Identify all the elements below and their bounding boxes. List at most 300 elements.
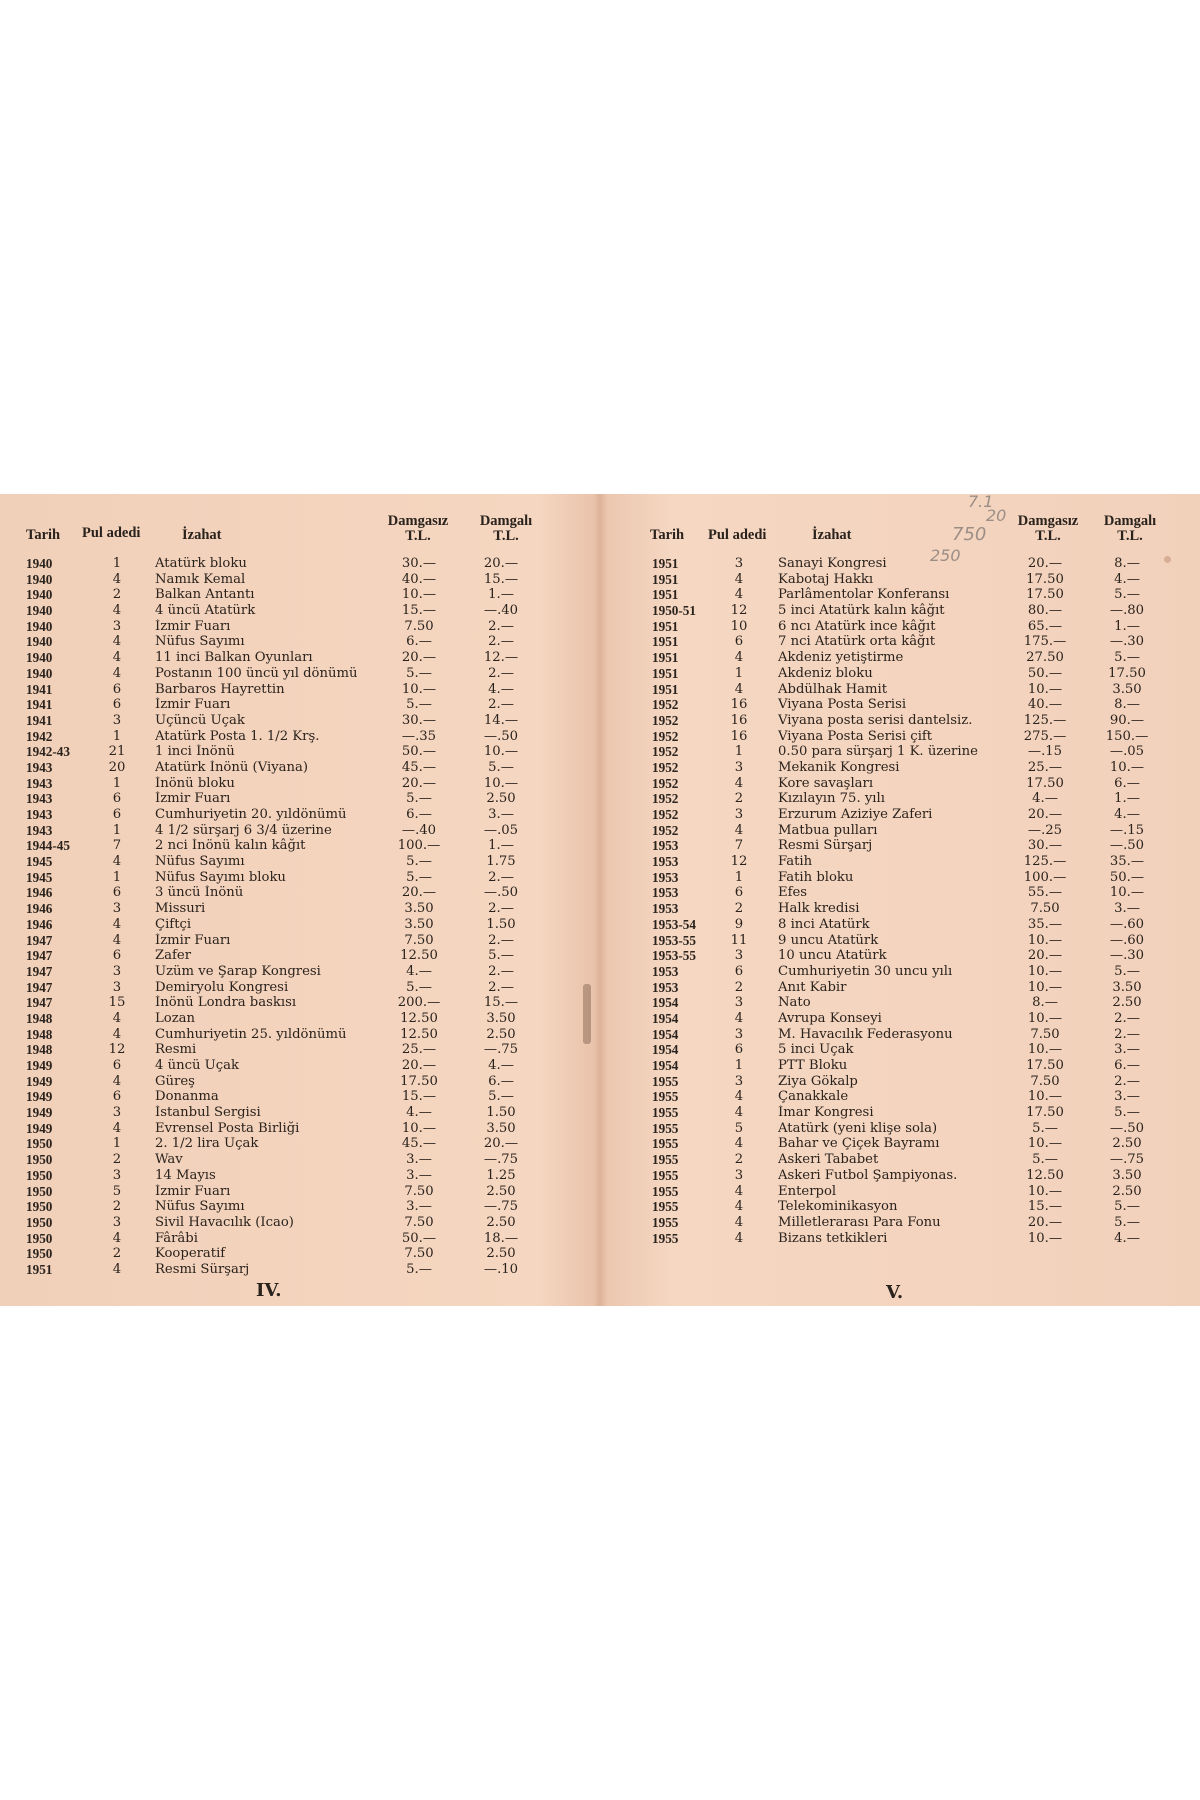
- row-used-price: 5.—: [1114, 963, 1140, 979]
- table-row: [590, 995, 1200, 1011]
- row-unused-price: 7.50: [404, 1214, 434, 1230]
- row-unused-price: 30.—: [1027, 838, 1063, 854]
- row-count: 3: [734, 807, 744, 822]
- row-count: 6: [734, 885, 744, 901]
- row-count: 16: [730, 712, 748, 728]
- row-description: Atatürk Posta 1. 1/2 Krş.: [155, 728, 320, 744]
- row-description: 4 üncü Atatürk: [155, 603, 256, 619]
- row-unused-price: 25.—: [401, 1042, 437, 1058]
- row-count: 3: [734, 1026, 744, 1042]
- row-year: 1950-51: [652, 603, 696, 619]
- row-count: 4: [112, 916, 122, 932]
- table-row: [0, 807, 585, 823]
- left-page: [0, 494, 585, 1306]
- table-row: [0, 1168, 585, 1184]
- row-count: 4: [734, 1089, 744, 1105]
- row-description: Kızılayın 75. yılı: [778, 791, 885, 807]
- row-year: 1947: [26, 932, 53, 948]
- row-count: 4: [112, 1073, 122, 1089]
- row-year: 1950: [26, 1246, 53, 1262]
- table-row: [590, 556, 1200, 572]
- row-description: Güreş: [155, 1073, 195, 1089]
- row-unused-price: 7.50: [1030, 1026, 1060, 1042]
- row-used-price: 2.—: [488, 869, 514, 885]
- row-used-price: —.75: [483, 1199, 519, 1215]
- table-row: [590, 776, 1200, 792]
- row-used-price: 1.50: [486, 916, 516, 932]
- row-unused-price: 125.—: [1023, 854, 1067, 870]
- row-used-price: 150.—: [1105, 728, 1149, 744]
- row-unused-price: 4.—: [406, 1105, 432, 1121]
- row-used-price: —.40: [483, 603, 519, 619]
- row-unused-price: 50.—: [401, 1230, 437, 1246]
- row-unused-price: 10.—: [1027, 1136, 1063, 1152]
- table-row: [0, 1262, 585, 1278]
- row-count: 3: [734, 556, 744, 571]
- row-year: 1953: [652, 901, 679, 917]
- table-row: [590, 964, 1200, 980]
- table-row: [0, 1089, 585, 1105]
- row-count: 4: [112, 603, 122, 619]
- table-row: [590, 870, 1200, 886]
- row-used-price: 35.—: [1109, 854, 1145, 870]
- header-description: İzahat: [182, 527, 222, 543]
- table-row: [0, 1027, 585, 1043]
- row-year: 1945: [26, 854, 53, 870]
- row-used-price: 20.—: [483, 1136, 519, 1152]
- row-year: 1940: [26, 634, 53, 650]
- row-description: Kabotaj Hakkı: [778, 571, 874, 587]
- row-description: 1 inci İnönü: [155, 744, 235, 760]
- table-row: [590, 587, 1200, 603]
- row-description: Namık Kemal: [155, 571, 246, 587]
- header-unused-label: Damgasız: [387, 513, 449, 529]
- row-year: 1952: [652, 744, 679, 760]
- row-count: 4: [734, 1010, 744, 1026]
- row-description: İnönü Londra baskısı: [155, 995, 297, 1011]
- row-count: 1: [112, 775, 122, 791]
- row-used-price: 15.—: [483, 995, 519, 1011]
- row-description: 4 1/2 sürşarj 6 3/4 üzerine: [155, 822, 332, 838]
- table-row: [590, 697, 1200, 713]
- row-count: 2: [734, 791, 744, 807]
- row-unused-price: 4.—: [406, 963, 432, 979]
- row-used-price: —.60: [1109, 932, 1145, 948]
- row-unused-price: 17.50: [1026, 1058, 1064, 1073]
- row-description: Postanın 100 üncü yıl dönümü: [155, 665, 358, 681]
- table-row: [0, 744, 585, 760]
- table-row: [590, 917, 1200, 933]
- row-unused-price: 15.—: [401, 603, 437, 619]
- row-description: Atatürk İnönü (Viyana): [155, 759, 309, 775]
- right-stamp-table: [590, 556, 1200, 1246]
- row-count: 2: [734, 901, 744, 917]
- row-used-price: 5.—: [1114, 650, 1140, 666]
- row-count: 4: [112, 650, 122, 666]
- row-unused-price: 12.50: [1026, 1167, 1064, 1183]
- row-count: 9: [734, 916, 744, 932]
- row-description: Nato: [778, 995, 811, 1011]
- row-unused-price: 3.—: [406, 1199, 432, 1215]
- row-count: 4: [734, 1183, 744, 1199]
- table-row: [0, 1231, 585, 1247]
- table-row: [590, 823, 1200, 839]
- row-used-price: 3.50: [1112, 979, 1142, 995]
- row-used-price: 50.—: [1109, 869, 1145, 885]
- row-used-price: —.60: [1109, 916, 1145, 932]
- row-description: Matbua pulları: [778, 822, 878, 838]
- row-used-price: 2.50: [1112, 1183, 1142, 1199]
- row-unused-price: 175.—: [1023, 634, 1067, 650]
- row-used-price: 1.50: [486, 1105, 516, 1121]
- row-unused-price: 5.—: [406, 665, 432, 681]
- row-year: 1943: [26, 791, 53, 807]
- row-year: 1942-43: [26, 744, 70, 760]
- table-row: [0, 1136, 585, 1152]
- table-row: [590, 901, 1200, 917]
- row-description: Balkan Antantı: [155, 587, 255, 603]
- row-used-price: 2.—: [488, 932, 514, 948]
- row-unused-price: 12.50: [400, 948, 438, 964]
- row-used-price: —.05: [1109, 744, 1145, 760]
- row-year: 1952: [652, 822, 679, 838]
- row-count: 5: [112, 1183, 122, 1199]
- row-used-price: 2.—: [488, 963, 514, 979]
- row-unused-price: 20.—: [1027, 948, 1063, 964]
- row-unused-price: 275.—: [1023, 728, 1067, 744]
- table-row: [0, 1105, 585, 1121]
- row-used-price: —.15: [1109, 822, 1145, 838]
- table-row: [0, 1011, 585, 1027]
- row-unused-price: 15.—: [401, 1089, 437, 1105]
- row-unused-price: —.40: [401, 822, 437, 838]
- row-description: Cumhuriyetin 25. yıldönümü: [155, 1026, 347, 1042]
- row-year: 1949: [26, 1058, 53, 1073]
- row-used-price: 12.—: [483, 650, 519, 666]
- row-unused-price: 3.50: [404, 916, 434, 932]
- table-row: [590, 729, 1200, 745]
- row-unused-price: 7.50: [404, 932, 434, 948]
- row-year: 1952: [652, 712, 679, 728]
- row-description: Fatih: [778, 854, 813, 870]
- row-used-price: 3.50: [1112, 1167, 1142, 1183]
- table-row: [0, 634, 585, 650]
- row-description: Evrensel Posta Birliği: [155, 1120, 300, 1136]
- row-description: Avrupa Konseyi: [778, 1010, 882, 1026]
- row-count: 6: [112, 1089, 122, 1105]
- table-row: [590, 885, 1200, 901]
- row-year: 1947: [26, 948, 53, 964]
- row-year: 1943: [26, 775, 53, 791]
- row-used-price: 2.—: [488, 697, 514, 713]
- row-unused-price: 7.50: [1030, 901, 1060, 917]
- row-description: Askeri Tababet: [778, 1152, 879, 1168]
- header-count: Pul adedi: [708, 527, 767, 543]
- row-unused-price: 20.—: [1027, 807, 1063, 822]
- row-used-price: 4.—: [488, 1058, 514, 1073]
- row-count: 6: [112, 697, 122, 713]
- row-year: 1951: [652, 634, 679, 650]
- row-year: 1955: [652, 1105, 679, 1121]
- row-year: 1951: [652, 571, 679, 587]
- table-row: [590, 1136, 1200, 1152]
- table-row: [0, 980, 585, 996]
- row-unused-price: 35.—: [1027, 916, 1063, 932]
- row-year: 1950: [26, 1214, 53, 1230]
- row-unused-price: 10.—: [1027, 1042, 1063, 1058]
- table-row: [590, 948, 1200, 964]
- row-description: M. Havacılık Federasyonu: [778, 1026, 953, 1042]
- row-unused-price: 20.—: [401, 650, 437, 666]
- header-used-label: Damgalı: [479, 513, 533, 529]
- row-year: 1943: [26, 759, 53, 775]
- row-description: 5 inci Atatürk kalın kâğıt: [778, 603, 945, 619]
- table-row: [0, 1074, 585, 1090]
- row-used-price: 3.—: [488, 807, 514, 822]
- row-unused-price: 40.—: [1027, 697, 1063, 713]
- row-unused-price: 30.—: [401, 712, 437, 728]
- row-description: Atatürk (yeni klişe sola): [778, 1120, 938, 1136]
- header-unused: [1006, 514, 1090, 544]
- header-used: [466, 514, 546, 544]
- row-year: 1951: [652, 618, 679, 634]
- row-year: 1952: [652, 759, 679, 775]
- row-count: 4: [734, 822, 744, 838]
- row-count: 21: [108, 744, 126, 760]
- row-count: 2: [112, 1246, 122, 1262]
- table-row: [590, 1231, 1200, 1247]
- row-unused-price: 5.—: [406, 869, 432, 885]
- row-unused-price: 17.50: [1026, 1105, 1064, 1121]
- row-unused-price: 17.50: [1026, 571, 1064, 587]
- row-year: 1954: [652, 1058, 679, 1073]
- row-count: 6: [112, 948, 122, 964]
- row-year: 1952: [652, 728, 679, 744]
- row-year: 1952: [652, 807, 679, 822]
- row-year: 1954: [652, 1010, 679, 1026]
- row-year: 1955: [652, 1089, 679, 1105]
- row-used-price: 2.—: [488, 618, 514, 634]
- row-unused-price: 17.50: [1026, 587, 1064, 603]
- row-year: 1940: [26, 556, 53, 571]
- row-description: Fârâbi: [155, 1230, 198, 1246]
- row-unused-price: 7.50: [404, 1246, 434, 1262]
- row-year: 1952: [652, 775, 679, 791]
- row-year: 1953-55: [652, 948, 696, 964]
- row-unused-price: 5.—: [1032, 1152, 1058, 1168]
- row-count: 4: [112, 1120, 122, 1136]
- row-year: 1953: [652, 869, 679, 885]
- row-count: 4: [734, 1230, 744, 1246]
- row-count: 3: [734, 1167, 744, 1183]
- row-description: Cumhuriyetin 30 uncu yılı: [778, 963, 953, 979]
- table-row: [0, 917, 585, 933]
- row-count: 4: [734, 1214, 744, 1230]
- row-used-price: 90.—: [1109, 712, 1145, 728]
- table-row: [0, 1199, 585, 1215]
- row-used-price: 2.—: [488, 665, 514, 681]
- row-description: 6 ncı Atatürk ince kâğıt: [778, 618, 936, 634]
- row-unused-price: 5.—: [406, 1261, 432, 1277]
- row-unused-price: 100.—: [1023, 869, 1067, 885]
- row-year: 1940: [26, 665, 53, 681]
- row-unused-price: 15.—: [1027, 1199, 1063, 1215]
- row-count: 3: [734, 995, 744, 1011]
- row-description: Nüfus Sayımı bloku: [155, 869, 286, 885]
- row-year: 1946: [26, 916, 53, 932]
- row-unused-price: 5.—: [1032, 1120, 1058, 1136]
- row-description: Resmi Sürşarj: [155, 1261, 250, 1277]
- row-description: Nüfus Sayımı: [155, 854, 245, 870]
- row-year: 1951: [652, 681, 679, 697]
- row-count: 1: [112, 728, 122, 744]
- row-unused-price: 10.—: [1027, 1089, 1063, 1105]
- row-used-price: 15.—: [483, 571, 519, 587]
- row-unused-price: 10.—: [401, 587, 437, 603]
- row-description: Sanayi Kongresi: [778, 556, 887, 571]
- row-description: Demiryolu Kongresi: [155, 979, 289, 995]
- row-year: 1951: [652, 556, 679, 571]
- row-used-price: 3.50: [1112, 681, 1142, 697]
- row-year: 1953: [652, 885, 679, 901]
- table-row: [590, 744, 1200, 760]
- row-description: Akdeniz yetiştirme: [778, 650, 904, 666]
- row-description: İnönü bloku: [155, 775, 235, 791]
- row-unused-price: 65.—: [1027, 618, 1063, 634]
- row-unused-price: 125.—: [1023, 712, 1067, 728]
- row-used-price: 3.—: [1114, 1042, 1140, 1058]
- row-used-price: 1.25: [486, 1167, 516, 1183]
- row-used-price: 1.75: [486, 854, 516, 870]
- row-count: 6: [112, 1058, 122, 1073]
- row-used-price: 2.—: [1114, 1026, 1140, 1042]
- row-description: Çiftçi: [155, 916, 192, 932]
- row-used-price: 2.50: [486, 1183, 516, 1199]
- row-unused-price: —.25: [1027, 822, 1063, 838]
- row-count: 4: [734, 571, 744, 587]
- row-description: Atatürk bloku: [155, 556, 247, 571]
- row-used-price: 10.—: [1109, 885, 1145, 901]
- table-row: [0, 1121, 585, 1137]
- row-used-price: 4.—: [1114, 571, 1140, 587]
- table-row: [590, 1184, 1200, 1200]
- pencil-note: 7.1: [968, 492, 994, 511]
- row-used-price: —.50: [1109, 838, 1145, 854]
- row-used-price: 10.—: [483, 744, 519, 760]
- row-description: 11 inci Balkan Oyunları: [155, 650, 313, 666]
- row-count: 6: [112, 885, 122, 901]
- table-row: [590, 1074, 1200, 1090]
- row-year: 1953: [652, 838, 679, 854]
- row-description: Çanakkale: [778, 1089, 849, 1105]
- row-used-price: 5.—: [488, 948, 514, 964]
- header-unused-label: Damgasız: [1017, 513, 1079, 529]
- table-row: [0, 1042, 585, 1058]
- row-count: 6: [112, 791, 122, 807]
- booklet-spread: [0, 494, 1200, 1306]
- row-year: 1940: [26, 571, 53, 587]
- row-used-price: 2.—: [488, 901, 514, 917]
- row-used-price: 1.—: [1114, 791, 1140, 807]
- table-row: [590, 713, 1200, 729]
- row-used-price: 1.—: [488, 587, 514, 603]
- pencil-note: 750: [952, 524, 987, 545]
- table-row: [0, 948, 585, 964]
- row-year: 1952: [652, 697, 679, 713]
- row-year: 1954: [652, 1026, 679, 1042]
- table-row: [590, 603, 1200, 619]
- row-unused-price: 10.—: [1027, 1183, 1063, 1199]
- row-used-price: 5.—: [1114, 587, 1140, 603]
- row-year: 1942: [26, 728, 53, 744]
- row-description: Erzurum Aziziye Zaferi: [778, 807, 933, 822]
- row-unused-price: 10.—: [1027, 963, 1063, 979]
- header-unused-unit: T.L.: [1035, 528, 1061, 544]
- row-description: Barbaros Hayrettin: [155, 681, 285, 697]
- row-unused-price: 12.50: [400, 1010, 438, 1026]
- row-unused-price: 10.—: [1027, 979, 1063, 995]
- row-count: 3: [112, 963, 122, 979]
- row-count: 2: [734, 979, 744, 995]
- row-unused-price: 12.50: [400, 1026, 438, 1042]
- row-description: İmar Kongresi: [778, 1105, 874, 1121]
- table-row: [590, 838, 1200, 854]
- table-row: [590, 980, 1200, 996]
- table-row: [0, 1184, 585, 1200]
- row-unused-price: 55.—: [1027, 885, 1063, 901]
- header-used-unit: T.L.: [493, 528, 519, 544]
- row-year: 1943: [26, 807, 53, 822]
- row-count: 1: [112, 556, 122, 571]
- table-row: [0, 729, 585, 745]
- row-used-price: —.30: [1109, 948, 1145, 964]
- table-row: [590, 682, 1200, 698]
- row-description: Nüfus Sayımı: [155, 634, 245, 650]
- header-year: Tarih: [650, 527, 685, 543]
- row-year: 1953: [652, 854, 679, 870]
- row-used-price: —.30: [1109, 634, 1145, 650]
- table-row: [0, 650, 585, 666]
- row-description: Sivil Havacılık (Icao): [155, 1214, 294, 1230]
- header-unused-unit: T.L.: [405, 528, 431, 544]
- row-unused-price: 10.—: [401, 1120, 437, 1136]
- row-year: 1955: [652, 1167, 679, 1183]
- row-year: 1947: [26, 995, 53, 1011]
- header-used-unit: T.L.: [1117, 528, 1143, 544]
- table-row: [590, 1011, 1200, 1027]
- row-year: 1951: [652, 665, 679, 681]
- table-row: [0, 933, 585, 949]
- table-row: [590, 1199, 1200, 1215]
- row-year: 1955: [652, 1230, 679, 1246]
- table-row: [590, 650, 1200, 666]
- row-used-price: 14.—: [483, 712, 519, 728]
- row-used-price: 8.—: [1114, 697, 1140, 713]
- row-count: 4: [112, 571, 122, 587]
- table-row: [0, 1215, 585, 1231]
- row-count: 6: [112, 681, 122, 697]
- row-count: 4: [112, 665, 122, 681]
- table-row: [590, 1152, 1200, 1168]
- row-used-price: —.05: [483, 822, 519, 838]
- row-used-price: —.75: [483, 1042, 519, 1058]
- table-row: [0, 885, 585, 901]
- row-year: 1951: [652, 587, 679, 603]
- page-number-left: IV.: [256, 1280, 282, 1301]
- table-row: [590, 1121, 1200, 1137]
- row-year: 1954: [652, 995, 679, 1011]
- row-count: 16: [730, 697, 748, 713]
